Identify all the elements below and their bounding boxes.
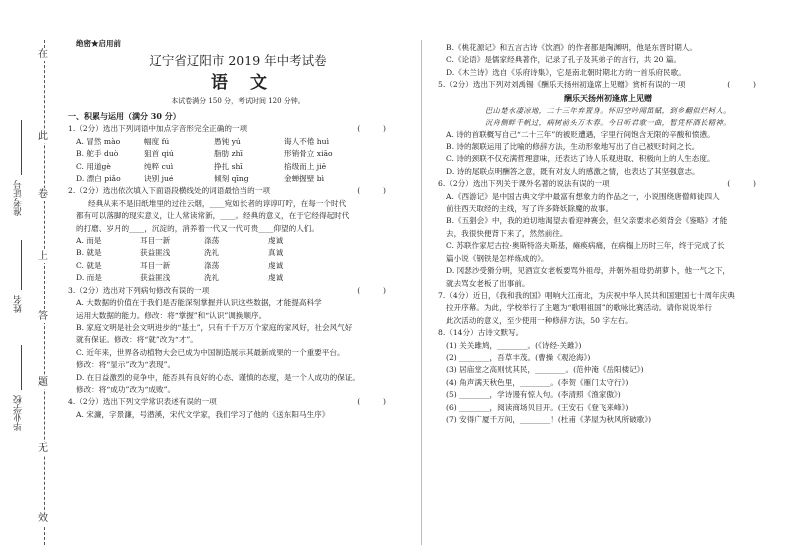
option-cell: 金蝉握壁 bì bbox=[284, 174, 325, 184]
option-cell: 愚钝 yú bbox=[214, 136, 241, 146]
option-line: B.《五猖会》中，我的迫切地渴望去看迎神赛会，但父亲要求必须背会《鉴略》才能 bbox=[446, 216, 728, 226]
option-row bbox=[68, 260, 408, 272]
question-line: 此次活动的意义，至少使用一种修辞方法，50 字左右。 bbox=[446, 315, 633, 325]
option-cell: 诀别 jué bbox=[144, 174, 174, 184]
option-line: D. 冈瑟沙受猾分明，见酒宣女老板要骂外祖母，并朝外祖母扔胡萝卜，他一气之下， bbox=[446, 266, 731, 276]
option-line: A. 宋濂，字景濂，号潜溪，宋代文学家，我们学习了他的《送东阳马生序》 bbox=[76, 409, 330, 419]
field-label-exam-number: 准考证号 bbox=[14, 180, 24, 216]
question-1 bbox=[68, 123, 408, 185]
field-label-school: 毕业学校 bbox=[14, 395, 24, 431]
answer-paren: ( ) bbox=[727, 80, 756, 90]
question-stem: 1.（2分）选出下列词语中加点字音形完全正确的一项 bbox=[68, 124, 248, 134]
option-line: A.《西游记》是中国古典文学中最富有想象力的作品之一，小说围绕唐僧师徒四人 bbox=[446, 191, 720, 201]
passage-line: 都有可以落脚的现实意义，让人常读常新，____。经典的意义，在于它经得起时代 bbox=[76, 211, 350, 221]
binding-char: 卷 bbox=[38, 189, 48, 200]
option-line: 篇小说《钢铁是怎样炼成的》。 bbox=[446, 253, 549, 263]
question-8 bbox=[438, 327, 778, 426]
binding-char: 无 bbox=[38, 443, 48, 454]
answer-paren: ( ) bbox=[357, 285, 386, 295]
question-stem: 5.（2分）选出下列对刘禹锡《酬乐天扬州初逢席上见赠》赏析有误的一项 bbox=[438, 80, 686, 90]
fill-line: (6) ________，阅读商场贝目开。(王安石《登飞来峰》) bbox=[446, 402, 629, 412]
option-line: D. 诗的尾联点明酬答之意，既有对友人的感激之情，也表达了其坚强意志。 bbox=[446, 166, 700, 176]
fill-line: (4) 角声满天秋色里，________。(李贺《雁门太守行》) bbox=[446, 377, 629, 387]
option-a: A. 而是 bbox=[76, 236, 102, 246]
question-7 bbox=[438, 290, 778, 327]
field-line[interactable] bbox=[21, 240, 22, 290]
question-2 bbox=[68, 185, 408, 284]
option-cell: 耳目一新 bbox=[140, 260, 171, 270]
option-line: B. 家庭文明是社会文明进步的“基土”，只有千千万万个家庭的家风好，社会风气好 bbox=[76, 322, 353, 332]
option-cell: 洗礼 bbox=[204, 273, 220, 283]
binding-char: 在 bbox=[38, 49, 48, 60]
option-line: C. 苏联作家尼古拉·奥斯特洛夫斯基，瘫痪病痛，在病榻上历时三年，终于完成了长 bbox=[446, 241, 725, 251]
binding-char: 效 bbox=[38, 513, 48, 524]
binding-char: 此 bbox=[38, 131, 48, 142]
option-cell: 形销骨立 xiāo bbox=[284, 149, 333, 159]
option-b: B. 舵手 duò bbox=[76, 149, 119, 159]
option-cell: 掐级而上 jiē bbox=[284, 161, 327, 171]
option-cell: 纯粹 cuì bbox=[144, 161, 174, 171]
fill-line: (1) 关关雎鸠，________。(《诗经·关雎》) bbox=[446, 340, 582, 350]
option-line: C.《论语》是儒家经典著作，记录了孔子及其弟子的言行，共 20 篇。 bbox=[446, 55, 682, 65]
option-cell: 洗礼 bbox=[204, 248, 220, 258]
fill-line: (5) ________，学诗谩有惊人句。(李清照《渔家傲》) bbox=[446, 390, 621, 400]
field-line[interactable] bbox=[21, 120, 22, 175]
option-cell: 虔诚 bbox=[268, 236, 284, 246]
option-cell: 真诚 bbox=[268, 248, 284, 258]
option-line: B.《桃花源记》和五言古诗《饮酒》的作者都是陶渊明，他是东晋时期人。 bbox=[446, 43, 697, 52]
binding-dashed-line bbox=[44, 40, 45, 545]
answer-paren: ( ) bbox=[357, 186, 386, 196]
option-cell: 涤荡 bbox=[204, 260, 220, 270]
secret-mark: 绝密★启用前 bbox=[76, 39, 121, 48]
question-stem: 6.（2分）选出下列关于课外名著的说法有误的一项 bbox=[438, 179, 610, 189]
option-cell: 挣扎 shī bbox=[214, 161, 243, 171]
answer-paren: ( ) bbox=[357, 397, 386, 407]
answer-paren: ( ) bbox=[727, 179, 756, 189]
question-stem: 4.（2分）选出下列文学常识表述有误的一项 bbox=[68, 397, 217, 407]
option-line: 修改：将“成功”改为“成败”。 bbox=[76, 384, 176, 394]
option-cell: 诲人不倦 huì bbox=[284, 136, 329, 146]
option-row bbox=[68, 235, 408, 247]
field-label-name: 姓名 bbox=[14, 295, 24, 313]
option-line: 就有保证。修改：将“就”改为“才”。 bbox=[76, 335, 198, 345]
option-d: D. 漂白 piǎo bbox=[76, 174, 121, 184]
question-stem: 8.（14分）古诗文默写。 bbox=[438, 328, 524, 338]
option-cell: 狙首 qiú bbox=[144, 149, 174, 159]
option-cell: 幅度 fú bbox=[144, 136, 170, 146]
option-cell: 虔诚 bbox=[268, 273, 284, 283]
passage-line: 经典从来不是旧纸堆里的过往云烟，____宛如长者的谆谆叮咛，在每一个时代 bbox=[88, 198, 347, 208]
question-6 bbox=[438, 178, 778, 290]
question-stem: 7.（4分）近日，《我和我的国》唱响大江南北，为庆祝中华人民共和国建国七十周年庆典 bbox=[438, 290, 735, 300]
column-divider bbox=[421, 40, 422, 545]
option-row bbox=[68, 136, 408, 148]
poem-line: 沉舟侧畔千帆过，病树前头万木春。今日听君歌一曲，暂凭杯酒长精神。 bbox=[484, 117, 731, 127]
option-line: B. 诗的颔联运用了比喻的修辞方法，生动形象地写出了自己被贬时间之长。 bbox=[446, 142, 700, 152]
option-line: 运用大数据的能力。修改：将“掌握”和“认识”调换顺序。 bbox=[76, 310, 267, 320]
right-column bbox=[438, 42, 778, 426]
option-cell: 耳目一新 bbox=[140, 236, 171, 246]
option-line: C. 近年来，世界各动植物大会已成为中国制造展示其最新成果的一个重要平台。 bbox=[76, 347, 345, 357]
left-column bbox=[68, 38, 408, 421]
option-cell: 脂肪 zhī bbox=[214, 149, 243, 159]
passage-line: 的打磨、岁月的____，沉淀的，消养着一代又一代可贵____仰望的人们。 bbox=[76, 223, 319, 233]
binding-char: 答 bbox=[38, 311, 48, 322]
fill-line: (2) ________，吾草丰茂。(曹操《观沧海》) bbox=[446, 352, 591, 362]
poem-line: 巴山楚水凄凉地，二十三年弃置身。怀旧空吟闻笛赋，到乡翻似烂柯人。 bbox=[484, 105, 731, 115]
subject-title: 语文 bbox=[211, 73, 289, 94]
binding-char: 题 bbox=[38, 377, 48, 388]
exam-note: 本试卷满分 150 分，考试时间 120 分钟。 bbox=[171, 97, 305, 106]
question-5 bbox=[438, 79, 778, 178]
option-cell: 涤荡 bbox=[204, 236, 220, 246]
option-line: 修改：将“显示”改为“表现”。 bbox=[76, 360, 176, 370]
option-line: 就去骂女老板了出事前。 bbox=[446, 278, 530, 288]
option-cell: 虔诚 bbox=[268, 260, 284, 270]
option-line: D.《木兰诗》选自《乐府诗集》，它是南北朝时期北方的一首乐府民歌。 bbox=[446, 67, 686, 77]
question-stem: 3.（2分）选出对下列病句修改有误的一项 bbox=[68, 285, 210, 295]
option-line: 前往西天取经的主线，写了许多降妖除魔的故事。 bbox=[446, 204, 614, 214]
option-line: C. 诗的颈联不仅充满哲理意味，还表达了诗人乐观进取、积极向上的人生态度。 bbox=[446, 154, 715, 164]
option-b: B. 就是 bbox=[76, 248, 102, 258]
field-line[interactable] bbox=[21, 345, 22, 390]
question-line: 拉开序幕。为此，学校举行了主题为“歌唱祖国”的歌咏比赛活动。请你说说举行 bbox=[446, 303, 712, 313]
fill-line: (7) 安得广厦千万间，________！(杜甫《茅屋为秋风所破歌》) bbox=[446, 414, 652, 424]
option-row bbox=[68, 148, 408, 160]
option-row bbox=[68, 272, 408, 284]
option-cell: 倾刻 qīng bbox=[214, 174, 249, 184]
question-4 bbox=[68, 396, 408, 421]
fill-line: (3) 居庙堂之高则忧其民，________。(范仲淹《岳阳楼记》) bbox=[446, 365, 644, 375]
section-heading: 一、积累与运用（满分 30 分） bbox=[68, 111, 181, 122]
option-line: A. 大数据的价值在于我们是否能深刻掌握并认识这些数据，才能提高科学 bbox=[76, 298, 322, 308]
question-stem: 2.（2分）选出依次填入下面语段横线处的词语最恰当的一项 bbox=[68, 186, 270, 196]
option-line: 去，我很快便背下来了，然然前往。 bbox=[446, 228, 568, 238]
exam-title: 辽宁省辽阳市 2019 年中考试卷 bbox=[149, 53, 327, 69]
option-line: A. 诗的首联概写自己“二十三年”的被贬遭遇，字里行间饱含无限的辛酸和愤懑。 bbox=[446, 129, 715, 139]
option-c: C. 就是 bbox=[76, 260, 102, 270]
option-d: D. 而是 bbox=[76, 273, 102, 283]
answer-paren: ( ) bbox=[357, 124, 386, 134]
question-3 bbox=[68, 285, 408, 397]
option-row bbox=[68, 247, 408, 259]
poem-title: 酬乐天扬州初逢席上见赠 bbox=[564, 92, 652, 103]
option-row bbox=[68, 161, 408, 173]
option-row bbox=[68, 173, 408, 185]
option-line: D. 在日益激烈的竞争中，能否具有良好的心态、谨慎的态度，是一个人成功的保证。 bbox=[76, 372, 361, 382]
option-c: C. 用道gè bbox=[76, 161, 111, 171]
option-cell: 获益匪浅 bbox=[140, 273, 171, 283]
option-a: A. 冒然 mào bbox=[76, 136, 121, 146]
binding-char: 上 bbox=[38, 251, 48, 262]
option-cell: 获益匪浅 bbox=[140, 248, 171, 258]
